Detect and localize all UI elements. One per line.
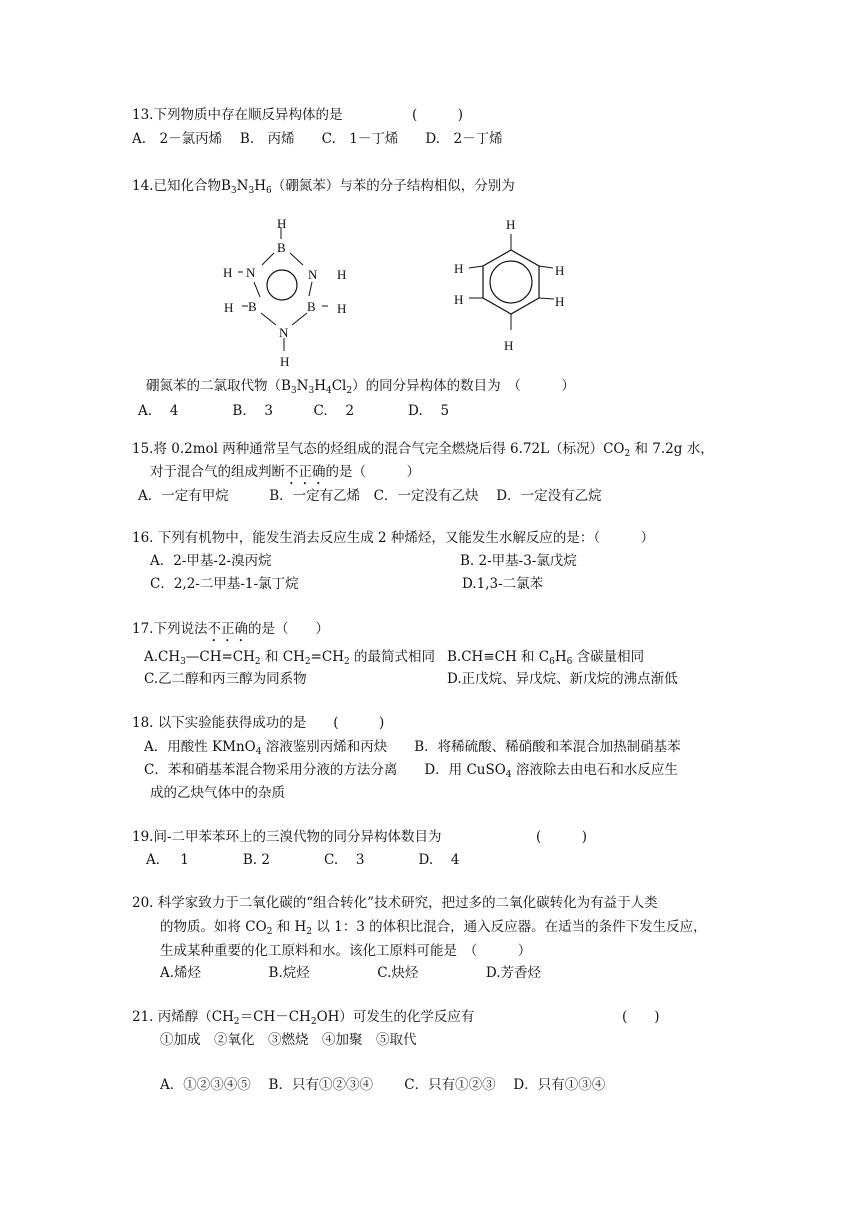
benzene-h-lower-right: H <box>555 294 565 309</box>
q20-line3: 生成某种重要的化工原料和水。该化工原料可能是 （ ） <box>160 943 532 959</box>
q14-question: 硼氮苯的二氯取代物$(B_3N_3H_4Cl_2)$的同分异构体的数目为 （ ） <box>146 378 575 396</box>
q21-stem: 21. 丙烯醇$(CH_2=CH-CH_2OH)$可发生的化学反应有 <box>132 1009 475 1027</box>
q16-option-c: C．2,2-二甲基-1-氯丁烷 <box>150 576 299 592</box>
borazine-h-left-upper: H <box>223 265 233 280</box>
q15-line2: 对于混合气的组成判断不正确的是（ ） <box>150 464 420 480</box>
formula-b3n3h4cl2: $B_3N_3H_4Cl_2$ <box>281 378 353 396</box>
borazine-n-left: N <box>246 265 256 280</box>
borazine-b-left: B <box>248 299 257 314</box>
q14-stem: 14.已知化合物$B_3N_3H_6$（硼氮苯）与苯的分子结构相似，分别为 <box>132 178 515 196</box>
q13-options: A. 2－氯丙烯 B. 丙烯 C. 1－丁烯 D. 2－丁烯 <box>132 131 503 147</box>
q16-stem: 16. 下列有机物中，能发生消去反应生成 2 种烯烃，又能发生水解反应的是：（ ） <box>132 530 655 546</box>
borazine-structure <box>210 205 370 375</box>
borazine-h-bottom: H <box>280 354 290 369</box>
borazine-h-top: H <box>277 216 287 231</box>
q21-answer-paren: ( ) <box>622 1009 660 1025</box>
q17-option-d: D.正戊烷、异戊烷、新戊烷的沸点渐低 <box>447 671 678 687</box>
q15-line1: 15.将 0.2mol 两种通常呈气态的烃组成的混合气完全燃烧后得 6.72L（标况）$CO_2$ 和 7.2g 水， <box>132 441 714 459</box>
borazine-h-right-upper: H <box>337 267 347 282</box>
borazine-h-right-lower: H <box>337 301 347 316</box>
q20-options: A.烯烃 B.烷烃 C.炔烃 D.芳香烃 <box>160 965 542 981</box>
q21-options: A．①②③④⑤ B．只有①②③④ C．只有①②③ D．只有①③④ <box>160 1077 606 1093</box>
q18-line1: A．用酸性 KMnO$_4$ 溶液鉴别丙烯和丙炔 B．将稀硫酸、稀硝酸和苯混合加热制硝基苯 <box>144 739 681 757</box>
q18-line3: 成的乙炔气体中的杂质 <box>150 785 285 801</box>
q19-options: A． 1 B. 2 C. 3 D. 4 <box>146 852 460 868</box>
borazine-n-bottom: N <box>279 325 289 340</box>
q18-stem: 18. 以下实验能获得成功的是 ( ) <box>132 715 385 731</box>
q13-answer-paren: ( ) <box>412 107 464 123</box>
q18-line2: C．苯和硝基苯混合物采用分液的方法分离 D．用 CuSO$_4$ 溶液除去由电石和水反应生 <box>144 762 678 780</box>
q16-option-b: B. 2-甲基-3-氯戊烷 <box>460 553 577 569</box>
q17-option-c: C.乙二醇和丙三醇为同系物 <box>144 671 307 687</box>
benzene-h-upper-right: H <box>555 263 565 278</box>
q15-options: A．一定有甲烷 B．一定有乙烯 C．一定没有乙炔 D．一定没有乙烷 <box>138 488 602 504</box>
benzene-h-upper-left: H <box>454 261 464 276</box>
q17-option-a: $A.CH_3—CH=CH_2$ 和 $CH_2=CH_2$ 的最简式相同 <box>144 649 436 667</box>
q20-line2: 的物质。如将 $CO_2$ 和 $H_2$ 以 1：3 的体积比混合，通入反应器。在适当的条件下发生反应， <box>160 919 707 937</box>
borazine-n-right: N <box>308 267 318 282</box>
benzene-h-top: H <box>506 217 516 232</box>
q17-stem: 17.下列说法不正确的是（ ） <box>132 621 329 637</box>
benzene-h-bottom: H <box>504 338 514 353</box>
q16-option-a: A．2-甲基-2-溴丙烷 <box>150 553 272 569</box>
q20-line1: 20. 科学家致力于二氧化碳的“组合转化”技术研究，把过多的二氧化碳转化为有益于人类 <box>132 895 658 911</box>
borazine-b-top: B <box>277 240 286 255</box>
benzene-h-lower-left: H <box>454 292 464 307</box>
benzene-structure <box>448 212 578 360</box>
formula-b3n3h6: $B_3N_3H_6$ <box>220 178 272 196</box>
borazine-b-right: B <box>307 299 316 314</box>
q19-stem: 19.间-二甲苯苯环上的三溴代物的同分异构体数目为 <box>132 829 442 845</box>
q13-stem: 13.下列物质中存在顺反异构体的是 <box>132 107 343 123</box>
q19-answer-paren: ( ) <box>536 829 588 845</box>
q16-option-d: D.1,3-二氯苯 <box>462 576 544 592</box>
q14-options: A. 4 B. 3 C. 2 D. 5 <box>138 403 450 419</box>
q21-reaction-items: ①加成 ②氧化 ③燃烧 ④加聚 ⑤取代 <box>160 1032 417 1048</box>
borazine-h-left-lower: H <box>224 300 234 315</box>
q17-option-b: B.CH≡CH 和 $C_6H_6$ 含碳量相同 <box>447 649 645 667</box>
